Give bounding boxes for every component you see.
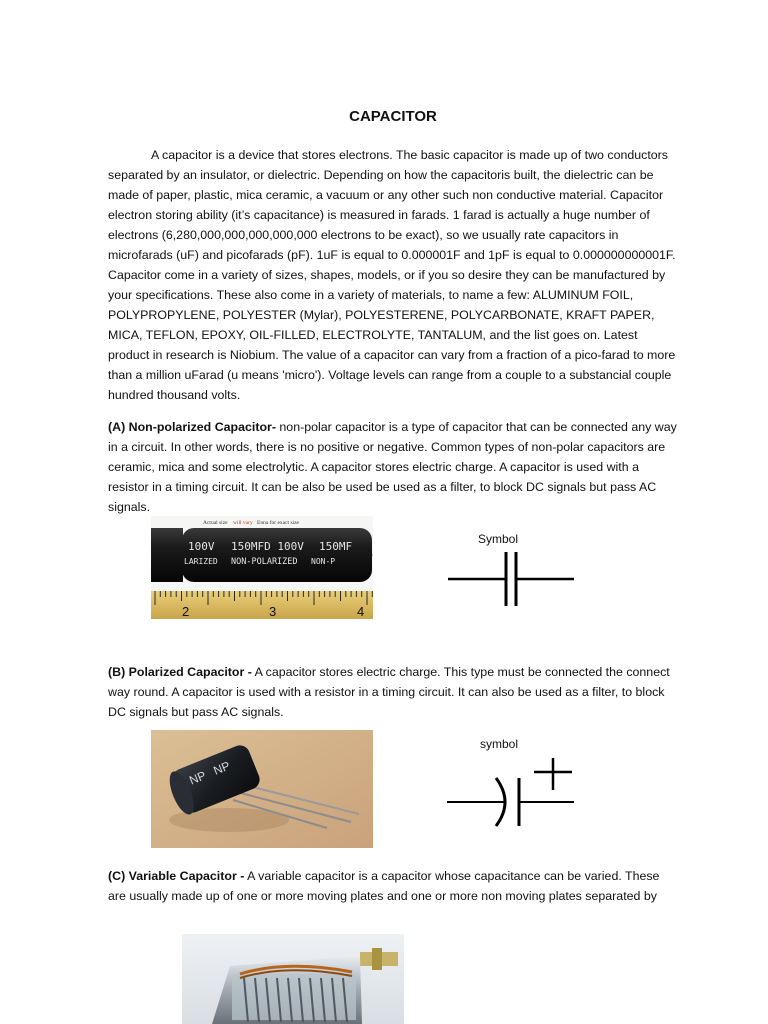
section-b-heading: (B) Polarized Capacitor - <box>108 665 252 679</box>
section-c-paragraph <box>108 866 680 906</box>
symbol-label-a: Symbol <box>478 532 519 546</box>
intro-paragraph: A capacitor is a device that stores electrons. The basic capacitor is made up of two conductors separated by an insulator, or dielectric. Depending on how the capacitoris built, the dielectric can be made of paper, plastic, mica ceramic, a vacuum or any other such non conductive material. Capacitor electron storing ability (it’s capacitance) is measured in farads. 1 farad is actually a huge number of electrons (6,280,000,000,000,000,000 electrons to be exact), so we usually rate capacitors in microfarads (uF) and picofarads (pF). 1uF is equal to 0.000001F and 1pF is equal to 0.000000000001F. Capacitor come in a variety of sizes, shapes, models, or if you so desire they can be manufactured by your specifications. These also come in a variety of materials, to name a few: ALUMINUM FOIL, POLYPROPYLENE, POLYESTER (Mylar), POLYESTERENE, POLYCARBONATE, KRAFT PAPER, MICA, TEFLON, EPOXY, OIL-FILLED, ELECTROLYTE, TANTALUM, and the list goes on. Latest product in research is Niobium. The value of a capacitor can vary from a fraction of a pico-farad to more than a million uFarad (u means 'micro'). Voltage levels can range from a couple to a substancial couple hundred thousand volts. <box>108 148 676 402</box>
section-c-body: A variable capacitor is a capacitor whose capacitance can be varied. These are usually made up of one or more moving plates and one or more non moving plates separated by <box>108 869 660 903</box>
photo-text-right-2: NON-P <box>311 557 336 566</box>
non-polarized-capacitor-photo <box>151 516 373 619</box>
photo-caption-link: will vary <box>233 520 253 526</box>
non-polarized-capacitor-symbol <box>446 551 576 607</box>
variable-capacitor-photo <box>182 934 404 1024</box>
photo-b-text-1: NP <box>187 768 208 788</box>
page-title: CAPACITOR <box>349 108 437 125</box>
polarized-capacitor-symbol <box>446 756 576 828</box>
section-a-body: non-polar capacitor is a type of capacitor that can be connected any way in a circuit. In other words, there is no positive or negative. Common types of non-polar capacitors are ceramic, mica and some electrolytic. A capacitor stores electric charge. A capacitor is used with a resistor in a timing circuit. It can be also be used be used as a filter, to block DC signals but pass AC signals. <box>108 420 677 514</box>
photo-caption-end: Enna for exact size <box>257 520 299 526</box>
photo-caption: Actual size <box>203 520 228 526</box>
polarized-capacitor-photo <box>151 730 373 848</box>
section-a-paragraph <box>108 417 680 517</box>
ruler-mark-4: 4 <box>357 604 365 619</box>
section-b-body: A capacitor stores electric charge. This type must be connected the connect way round. A capacitor is used with a resistor in a timing circuit. It can also be used as a filter, to block DC signals but pass AC signals. <box>108 665 670 719</box>
photo-text-left-1: 100V <box>188 540 215 553</box>
photo-text-main-2: NON-POLARIZED <box>231 557 298 567</box>
photo-text-right-1: 150MF <box>319 540 353 553</box>
photo-text-left-2: LARIZED <box>184 557 218 566</box>
section-a-heading: (A) Non-polarized Capacitor- <box>108 420 276 434</box>
symbol-label-b: symbol <box>480 737 519 751</box>
photo-text-main-1: 150MFD 100V <box>231 540 304 553</box>
ruler-mark-3: 3 <box>269 604 277 619</box>
photo-b-text-2: NP <box>211 758 233 778</box>
section-b-paragraph <box>108 662 680 722</box>
ruler-mark-2: 2 <box>182 604 190 619</box>
section-c-heading: (C) Variable Capacitor - <box>108 869 245 883</box>
